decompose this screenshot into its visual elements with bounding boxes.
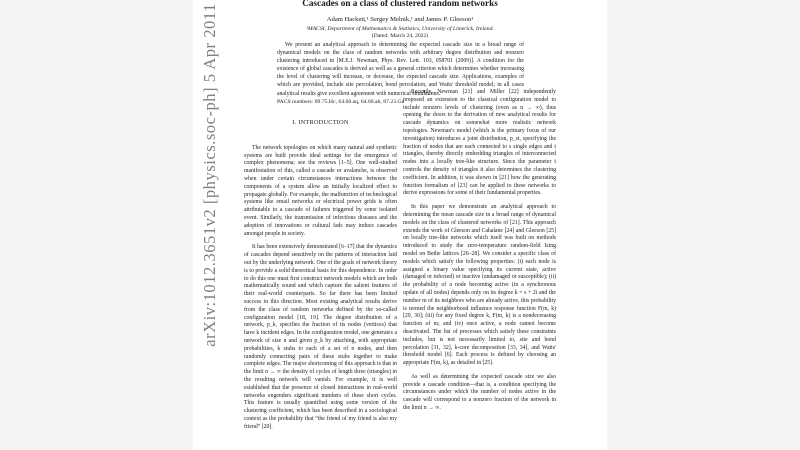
pacs-numbers: PACS numbers: 89.75.Hc, 64.60.aq, 64.60.ah, 87.23.Ge	[277, 99, 405, 105]
paper-date: (Dated: March 24, 2022)	[371, 33, 429, 39]
arxiv-stamp	[199, 3, 221, 347]
paper-title: Cascades on a class of clustered random networks	[302, 0, 498, 8]
abstract: We present an analytical approach to determining the expected cascade size in a broad range of dynamical models on the class of random networks with arbitrary degree distribution and nonzero clustering introduced in [M.E.J. Newman, Phys. Rev. Lett. 103, 058701 (2009)]. A condition for the existence of global cascades is derived as well as a general criterion which determines whether increasing the level of clustering will increase, or decrease, the expected cascade size. Applications, examples of which are provided, include site percolation, bond percolation, and Watts' threshold model; in all cases analytical results give excellent agreement with numerical simulations.	[277, 42, 524, 97]
paper-authors: Adam Hackett,¹ Sergey Melnik,¹ and James P. Gleeson¹	[326, 16, 474, 23]
paper-affiliation: ¹MACSI, Department of Mathematics & Statistics, University of Limerick, Ireland.	[306, 26, 494, 32]
arxiv-stamp-text: arXiv:1012.3651v2 [physics.soc-ph] 5 Apr 2011	[200, 3, 219, 347]
paragraph: In this paper we demonstrate an analytical approach to determining the mean cascade size in a broad range of dynamical models on the class of clustered networks of [21]. This approach extends the work of Gleeson and Cahalane [24] and Gleeson [25] on locally tree-like networks which itself was built on methods introduced to study the zero-temperature random-field Ising model on Bethe lattices [26–28]. We consider a specific class of models which satisfy the following properties: (i) each node is assigned a binary value specifying its current state, active (damaged or infected) or inactive (undamaged or susceptible); (ii) the probability of a node becoming active (in a synchronous update of all nodes) depends only on its degree k = s + 2t and the number m of its neighbors who are already active, this probability is termed the neighborhood influence response function F(m, k) [29, 30]; (iii) for any fixed degree k, F(m, k) is a nondecreasing function of m; and (iv) once active, a node cannot become deactivated. The list of processes which satisfy these constraints includes, but is not necessarily limited to, site and bond percolation [31, 32], k-core decomposition [33, 34], and Watts' threshold model [6]. Each process is defined by choosing an appropriate F(m, k), as detailed in [25].	[403, 204, 556, 367]
paragraph: As well as determining the expected cascade size we also provide a cascade condition—that is, a condition specifying the circumstances under which the number of nodes active in the cascade will correspond to a nonzero fraction of the network in the limit n → ∞.	[403, 373, 556, 412]
paragraph: The network topologies on which many natural and synthetic systems are built provide ideal settings for the emergence of complex phenomena; see the reviews [1–5]. One well-studied manifestation of this, called a cascade or avalanche, is observed when under certain circumstances interactions between the components of a system allow an initially localized effect to propagate globally. For example, the malfunction of technological systems like email networks or electrical power grids is often attributable to a cascade of failures triggered by some isolated event. Similarly, the transmission of infectious diseases and the adoption of innovations or cultural fads may induce cascades amongst people in society.	[244, 144, 397, 237]
viewer-background-right	[607, 0, 800, 450]
paragraph: Recently, Newman [21] and Miller [22] independently proposed an extension to the classical configuration model to include nonzero levels of clustering (even as n → ∞), thus opening the doors to the derivation of new analytical results for cascade dynamics on somewhat more realistic network topologies. Newman's model (which is the primary focus of our investigation) introduces a joint distribution, p_st, specifying the fraction of nodes that are each connected to s single edges and t triangles, thereby directly embedding triangles of interconnected nodes into a locally tree-like structure. Since the parameter t controls the density of triangles it also determines the clustering coefficient. In addition, it was shown in [21] how the generating function formalism of [23] can be applied to these networks to derive expressions for some of their fundamental properties.	[403, 89, 556, 197]
viewer-background-left	[0, 0, 193, 450]
section-heading: I. INTRODUCTION	[292, 119, 349, 126]
paragraph: It has been extensively demonstrated [6–17] that the dynamics of cascades depend sensitively on the patterns of interaction laid out by the underlying network. One of the goals of network theory is to provide a solid theoretical basis for this dependence. In order to do this one must first construct network models which are both mathematically sound and which capture the salient features of their real-world counterparts. So far there has been limited success in this direction. Most existing analytical results derive from the class of random networks defined by the so-called configuration model [18, 19]. The degree distribution of a network, p_k, specifies the fraction of its nodes (vertices) that have k incident edges. In the configuration model, one generates a network of size n and given p_k by attaching, with appropriate probabilities, k stubs to each of a set of n nodes, and then randomly connecting pairs of these stubs together to make complete edges. The major shortcoming of this approach is that in the limit n → ∞ the density of cycles of length three (triangles) in the resulting network will vanish. For example, it is well established that the presence of closed interactions in real-world networks engenders significant numbers of these short cycles. This feature is usually quantified using some version of the clustering coefficient, which has been described in a sociological context as the probability that “the friend of my friend is also my friend” [20].	[244, 244, 397, 430]
right-column	[403, 89, 556, 413]
left-column	[244, 119, 397, 431]
